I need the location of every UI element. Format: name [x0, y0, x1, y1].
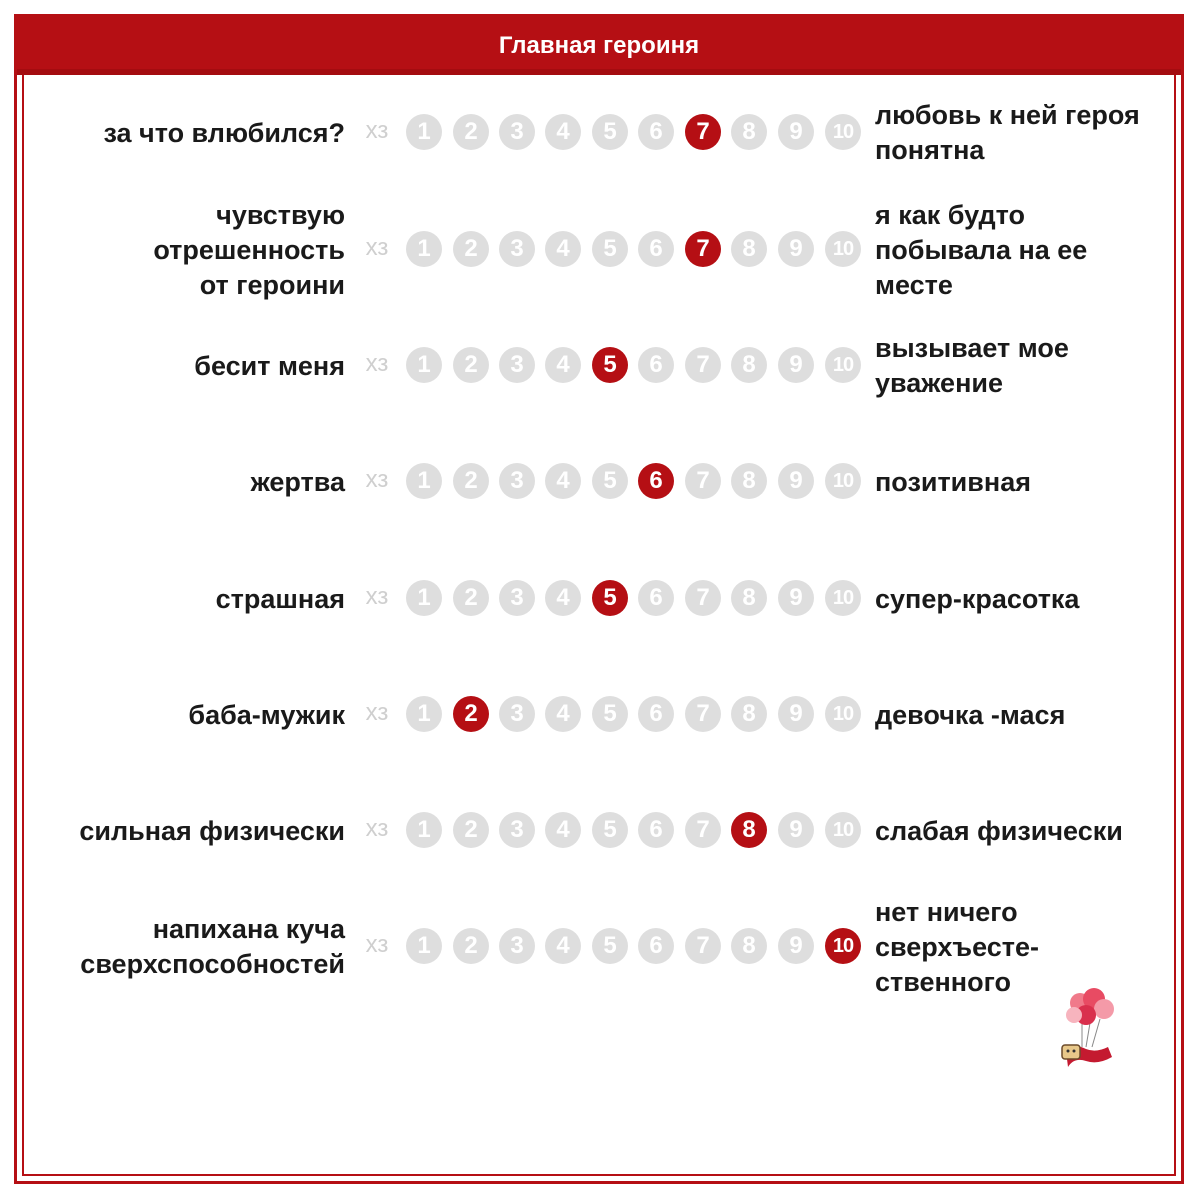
scale-dot[interactable]: 8: [731, 347, 767, 383]
scale-dot[interactable]: 3: [499, 463, 535, 499]
scale-dot[interactable]: 8: [731, 114, 767, 150]
scale-dot[interactable]: 8: [731, 696, 767, 732]
scale-dot[interactable]: 8: [731, 580, 767, 616]
balloon-heart-sticker-icon: [1052, 985, 1122, 1075]
scale-dot-selected[interactable]: 5: [592, 580, 628, 616]
scale-dot[interactable]: 10: [825, 114, 861, 150]
scale-dot[interactable]: 9: [778, 114, 814, 150]
skip-option[interactable]: хз: [365, 117, 389, 144]
skip-option[interactable]: хз: [365, 931, 389, 958]
scale-dot[interactable]: 4: [545, 114, 581, 150]
scale-dot[interactable]: 1: [406, 231, 442, 267]
scale-dot[interactable]: 7: [685, 812, 721, 848]
skip-option[interactable]: хз: [365, 815, 389, 842]
scale-dot[interactable]: 6: [638, 696, 674, 732]
scale-dot-selected[interactable]: 8: [731, 812, 767, 848]
scale-dot[interactable]: 9: [778, 696, 814, 732]
scale-dot[interactable]: 4: [545, 696, 581, 732]
scale-dot[interactable]: 7: [685, 696, 721, 732]
scale-dot[interactable]: 1: [406, 347, 442, 383]
scale-dot[interactable]: 3: [499, 114, 535, 150]
scale-dot[interactable]: 1: [406, 928, 442, 964]
scale-dot[interactable]: 9: [778, 812, 814, 848]
scale-dot[interactable]: 2: [453, 463, 489, 499]
scale-dot[interactable]: 8: [731, 928, 767, 964]
row-left-label: жертва: [250, 466, 345, 497]
scale-dot[interactable]: 9: [778, 463, 814, 499]
row-right-label: нет ничего сверхъесте- ственного: [875, 896, 1040, 997]
scale-dot[interactable]: 1: [406, 696, 442, 732]
scale-dot[interactable]: 6: [638, 812, 674, 848]
scale-dot-selected[interactable]: 7: [685, 114, 721, 150]
scale-dot[interactable]: 7: [685, 347, 721, 383]
scale-dot[interactable]: 7: [685, 463, 721, 499]
scale-dot[interactable]: 2: [453, 580, 489, 616]
scale-dot[interactable]: 5: [592, 114, 628, 150]
skip-option[interactable]: хз: [365, 350, 389, 377]
row-left-label: страшная: [215, 583, 345, 614]
row-left-label: бесит меня: [194, 350, 345, 381]
row-right-label: любовь к ней героя понятна: [875, 100, 1140, 165]
scale-dot[interactable]: 2: [453, 812, 489, 848]
scale-dot[interactable]: 9: [778, 928, 814, 964]
row-right-label: слабая физически: [875, 815, 1123, 846]
skip-option[interactable]: хз: [365, 234, 389, 261]
scale-dot[interactable]: 3: [499, 696, 535, 732]
skip-option[interactable]: хз: [365, 583, 389, 610]
row-right-label: позитивная: [875, 466, 1031, 497]
scale-dot[interactable]: 4: [545, 928, 581, 964]
scale-dot[interactable]: 2: [453, 928, 489, 964]
scale-dot[interactable]: 3: [499, 812, 535, 848]
row-left-label: чувствую отрешенность от героини: [153, 199, 345, 300]
page-title: Главная героиня: [17, 17, 1181, 75]
scale-dot[interactable]: 2: [453, 231, 489, 267]
skip-option[interactable]: хз: [365, 466, 389, 493]
scale-dot[interactable]: 8: [731, 463, 767, 499]
row-left-label: за что влюбился?: [103, 117, 345, 148]
scale-dot[interactable]: 7: [685, 928, 721, 964]
scale-dot[interactable]: 2: [453, 347, 489, 383]
scale-dot-selected[interactable]: 6: [638, 463, 674, 499]
scale-dot[interactable]: 3: [499, 580, 535, 616]
scale-dot[interactable]: 4: [545, 463, 581, 499]
scale-dot[interactable]: 7: [685, 580, 721, 616]
row-left-label: баба-мужик: [188, 699, 345, 730]
scale-dot[interactable]: 10: [825, 347, 861, 383]
scale-dot[interactable]: 5: [592, 696, 628, 732]
scale-dot-selected[interactable]: 5: [592, 347, 628, 383]
scale-dot[interactable]: 6: [638, 231, 674, 267]
scale-dot[interactable]: 9: [778, 347, 814, 383]
scale-dot[interactable]: 6: [638, 114, 674, 150]
scale-dot[interactable]: 5: [592, 231, 628, 267]
scale-dot[interactable]: 4: [545, 580, 581, 616]
scale-dot[interactable]: 1: [406, 463, 442, 499]
scale-dot[interactable]: 5: [592, 928, 628, 964]
row-right-label: супер-красотка: [875, 583, 1080, 614]
scale-dot[interactable]: 1: [406, 580, 442, 616]
scale-dot[interactable]: 3: [499, 231, 535, 267]
scale-dot[interactable]: 10: [825, 812, 861, 848]
row-left-label: сильная физически: [79, 815, 345, 846]
scale-dot[interactable]: 8: [731, 231, 767, 267]
skip-option[interactable]: хз: [365, 699, 389, 726]
row-right-label: я как будто побывала на ее месте: [875, 199, 1088, 300]
scale-dot[interactable]: 9: [778, 580, 814, 616]
scale-dot-selected[interactable]: 10: [825, 928, 861, 964]
scale-dot[interactable]: 3: [499, 347, 535, 383]
scale-dot[interactable]: 4: [545, 347, 581, 383]
scale-dot-selected[interactable]: 2: [453, 696, 489, 732]
scale-dot[interactable]: 10: [825, 463, 861, 499]
scale-dot[interactable]: 4: [545, 231, 581, 267]
scale-dot[interactable]: 2: [453, 114, 489, 150]
scale-dot[interactable]: 10: [825, 696, 861, 732]
scale-dot[interactable]: 5: [592, 812, 628, 848]
scale-dot-selected[interactable]: 7: [685, 231, 721, 267]
scale-dot[interactable]: 6: [638, 928, 674, 964]
scale-dot[interactable]: 3: [499, 928, 535, 964]
scale-dot[interactable]: 1: [406, 114, 442, 150]
row-right-label: вызывает мое уважение: [875, 333, 1069, 398]
scale-dot[interactable]: 10: [825, 580, 861, 616]
scale-dot[interactable]: 1: [406, 812, 442, 848]
scale-dot[interactable]: 9: [778, 231, 814, 267]
scale-dot[interactable]: 5: [592, 463, 628, 499]
row-left-label: напихана куча сверхспособностей: [80, 914, 345, 979]
scale-dot[interactable]: 10: [825, 231, 861, 267]
row-right-label: девочка -мася: [875, 699, 1066, 730]
scale-dot[interactable]: 6: [638, 580, 674, 616]
scale-dot[interactable]: 4: [545, 812, 581, 848]
scale-dot[interactable]: 6: [638, 347, 674, 383]
